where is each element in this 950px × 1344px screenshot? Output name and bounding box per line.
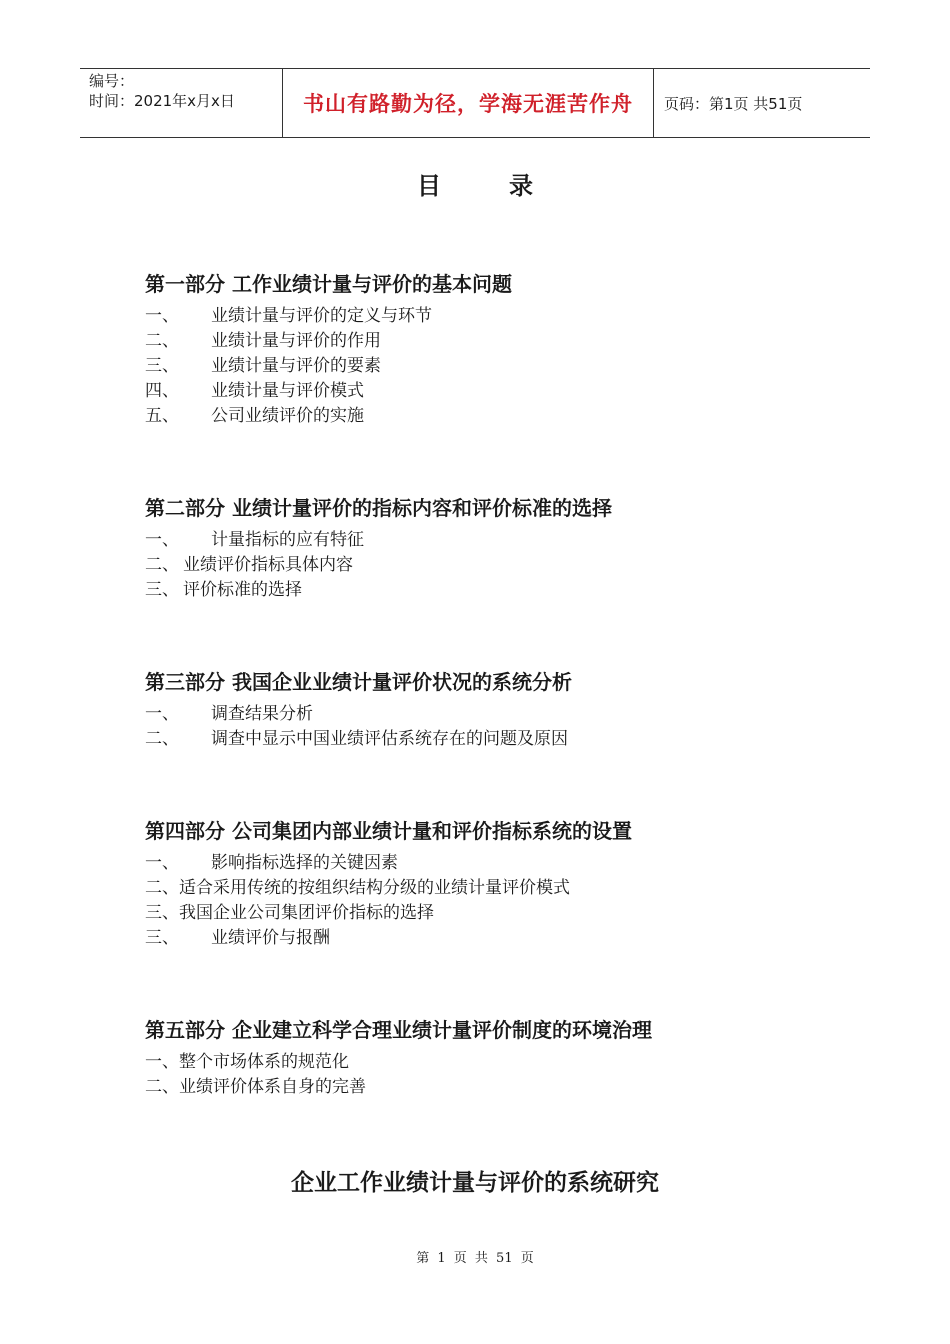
toc-section-1 xyxy=(145,270,845,429)
section-title: 第一部分 工作业绩计量与评价的基本问题 xyxy=(145,272,512,296)
toc-section-3 xyxy=(145,668,845,752)
toc-item[interactable]: 一、 整个市场体系的规范化 xyxy=(145,1052,349,1072)
toc-item[interactable]: 二、 业绩计量与评价的作用 xyxy=(145,331,381,351)
toc-section-5 xyxy=(145,1016,845,1100)
toc-title xyxy=(0,166,950,201)
toc-item[interactable]: 二、 业绩评价指标具体内容 xyxy=(145,555,353,575)
toc-item[interactable]: 三、 评价标准的选择 xyxy=(145,580,302,600)
toc-item[interactable]: 二、 适合采用传统的按组织结构分级的业绩计量评价模式 xyxy=(145,878,570,898)
toc-item[interactable]: 一、 计量指标的应有特征 xyxy=(145,530,364,550)
main-title: 企业工作业绩计量与评价的系统研究 xyxy=(291,1170,659,1196)
motto: 书山有路勤为径，学海无涯苦作舟 xyxy=(303,92,633,116)
toc-item[interactable]: 二、 调查中显示中国业绩评估系统存在的问题及原因 xyxy=(145,729,568,749)
header-page-info-cell xyxy=(654,69,870,137)
section-title: 第三部分 我国企业业绩计量评价状况的系统分析 xyxy=(145,670,572,694)
page-footer: 第 1 页 共 51 页 xyxy=(416,1251,534,1266)
toc-title-right: 录 xyxy=(509,172,533,200)
toc-section-2 xyxy=(145,494,845,603)
toc-item[interactable]: 三、 我国企业公司集团评价指标的选择 xyxy=(145,903,434,923)
toc-item[interactable]: 一、 影响指标选择的关键因素 xyxy=(145,853,398,873)
time-label: 时间：2021年x月x日 xyxy=(89,92,235,110)
toc-item[interactable]: 一、 调查结果分析 xyxy=(145,704,313,724)
section-title: 第五部分 企业建立科学合理业绩计量评价制度的环境治理 xyxy=(145,1018,652,1042)
toc-item[interactable]: 三、 业绩评价与报酬 xyxy=(145,928,330,948)
toc-item[interactable]: 五、 公司业绩评价的实施 xyxy=(145,406,364,426)
header-motto-cell xyxy=(282,69,654,137)
header-meta xyxy=(80,69,282,137)
section-title: 第四部分 公司集团内部业绩计量和评价指标系统的设置 xyxy=(145,819,632,843)
toc-item[interactable]: 一、 业绩计量与评价的定义与环节 xyxy=(145,306,432,326)
number-label: 编号： xyxy=(89,72,135,90)
header-table xyxy=(80,68,870,138)
toc-title-left: 目 xyxy=(417,172,441,200)
section-title: 第二部分 业绩计量评价的指标内容和评价标准的选择 xyxy=(145,496,612,520)
toc-item[interactable]: 三、 业绩计量与评价的要素 xyxy=(145,356,381,376)
toc-item[interactable]: 二、 业绩评价体系自身的完善 xyxy=(145,1077,366,1097)
page-info: 页码：第1页 共51页 xyxy=(664,94,803,113)
toc-item[interactable]: 四、 业绩计量与评价模式 xyxy=(145,381,364,401)
toc-section-4 xyxy=(145,817,845,951)
